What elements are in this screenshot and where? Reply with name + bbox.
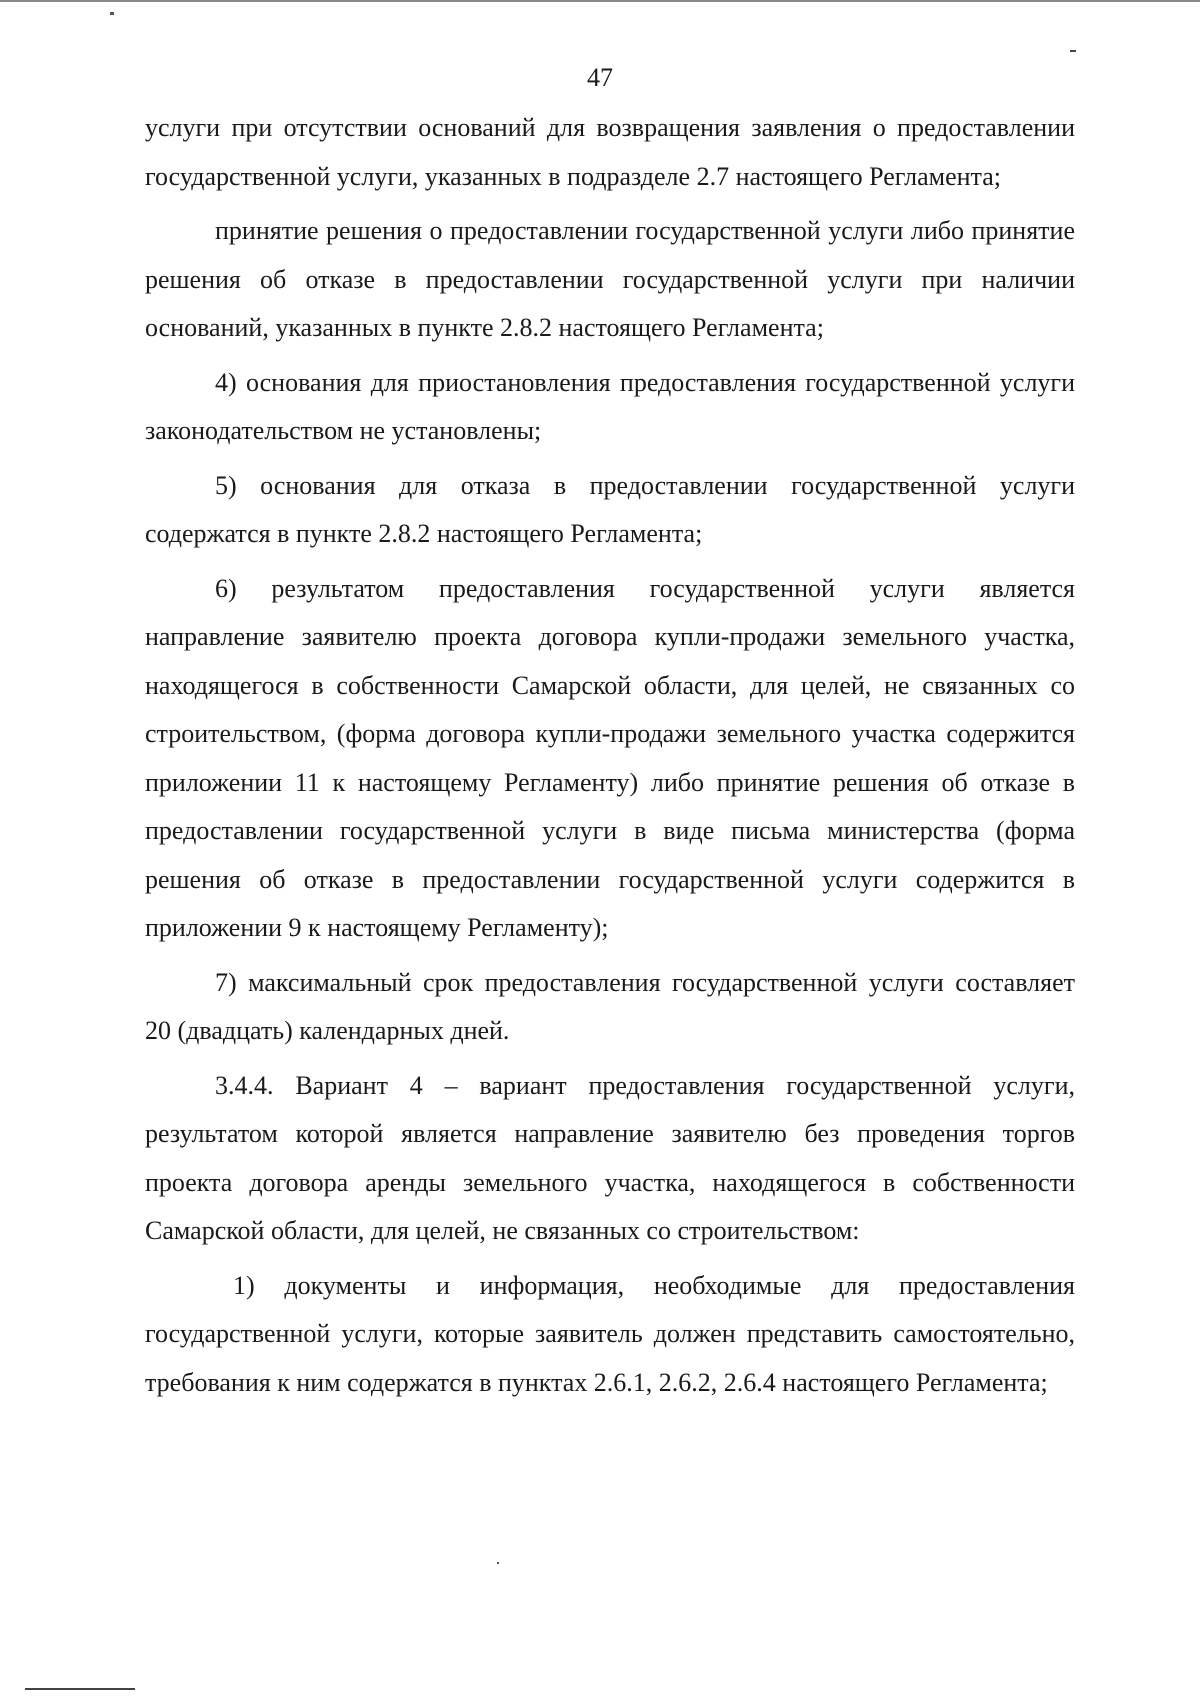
scan-speck bbox=[110, 12, 114, 15]
scan-speck bbox=[497, 1562, 499, 1564]
paragraph-item-4: 4) основания для приостановления предоставления государственной услуги законодательством не установлены; bbox=[145, 367, 1075, 445]
paragraph-item-5: 5) основания для отказа в предоставлении государственной услуги содержатся в пункте 2.8.2 настоящего Регламента; bbox=[145, 470, 1075, 548]
paragraph-decision: принятие решения о предоставлении государственной услуги либо принятие решения об отказе в предоставлении государственной услуги при наличии оснований, указанных в пункте 2.8.2 настоящего Регламента; bbox=[145, 216, 1075, 342]
paragraph-section-3-4-4: 3.4.4. Вариант 4 – вариант предоставления государственной услуги, результатом которой является направление заявителю без проведения торгов проекта договора аренды земельного участка, находящегося в собственности Самарской области, для целей, не связанных со строительством: bbox=[145, 1070, 1075, 1245]
paragraph-continuation: услуги при отсутствии оснований для возвращения заявления о предоставлении государственной услуги, указанных в подразделе 2.7 настоящего Регламента; bbox=[145, 113, 1075, 191]
paragraph-item-6: 6) результатом предоставления государственной услуги является направление заявителю проекта договора купли-продажи земельного участка, находящегося в собственности Самарской области, для целей, не связанных со строительством, (форма договора купли-продажи земельного участка содержится приложении 11 к настоящему Регламенту) либо принятие решения об отказе в предоставлении государственной услуги в виде письма министерства (форма решения об отказе в предоставлении государственной услуги содержится в приложении 9 к настоящему Регламенту); bbox=[145, 573, 1075, 942]
paragraph-item-7: 7) максимальный срок предоставления государственной услуги составляет 20 (двадцать) календарных дней. bbox=[145, 967, 1075, 1045]
paragraph-item-1: 1) документы и информация, необходимые для предоставления государственной услуги, которые заявитель должен представить самостоятельно, требования к ним содержатся в пунктах 2.6.1, 2.6.2, 2.6.4 настоящего Регламента; bbox=[145, 1270, 1075, 1397]
page-number: 47 bbox=[587, 63, 613, 92]
footnote-rule bbox=[25, 1688, 135, 1690]
scan-speck bbox=[1070, 50, 1076, 52]
scan-top-border bbox=[0, 0, 1200, 2]
document-body bbox=[145, 104, 1075, 1413]
